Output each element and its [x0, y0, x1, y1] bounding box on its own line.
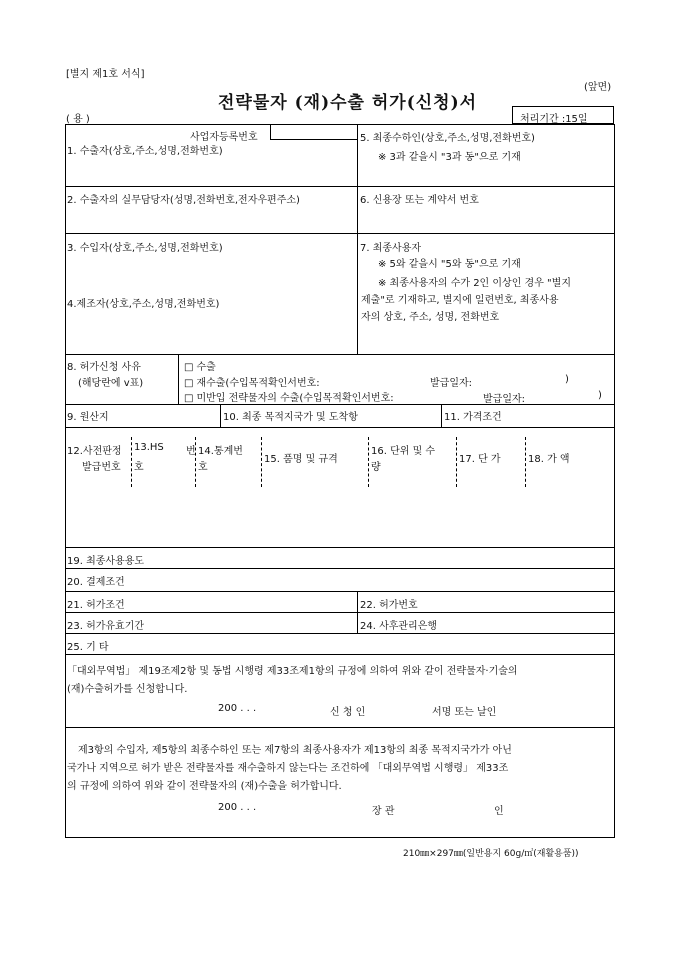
- column-divider: [357, 124, 358, 354]
- form-frame: [65, 124, 615, 838]
- field-24-bank: 24. 사후관리은행: [360, 621, 438, 632]
- divider: [65, 186, 615, 187]
- divider: [65, 233, 615, 234]
- field-9-origin: 9. 원산지: [67, 412, 109, 423]
- page-title: 전략물자 (재)수출 허가(신청)서: [218, 93, 478, 113]
- field-7-note: ※ 최종사용자의 수가 2인 이상인 경우 "별지: [378, 278, 571, 289]
- divider: [65, 427, 615, 428]
- divider: [65, 404, 615, 405]
- permit-text: 국가나 지역으로 허가 받은 전략물자를 재수출하지 않는다는 조건하에 「대외무역법 시행령」 제33조: [67, 763, 509, 774]
- field-17-unit-price: 17. 단 가: [459, 454, 501, 465]
- field-8-reason-hint: (해당란에 v표): [78, 378, 144, 389]
- paper-spec: 210㎜×297㎜(일반용지 60g/㎡(재활용품)): [403, 849, 579, 859]
- field-7-note: ※ 5와 같을시 "5와 동"으로 기재: [378, 259, 521, 270]
- page-side-label: (앞면): [584, 82, 612, 93]
- column-divider: [220, 404, 221, 427]
- authority-label: 장 관: [372, 806, 395, 817]
- column-divider: [131, 437, 132, 487]
- divider: [65, 547, 615, 548]
- divider: [65, 654, 615, 655]
- form-number: [별지 제1호 서식]: [66, 69, 145, 80]
- field-7-end-user: 7. 최종사용자: [360, 243, 422, 254]
- signature-label: 서명 또는 날인: [432, 707, 497, 718]
- field-12-prejudgment: 발급번호: [82, 462, 121, 473]
- field-23-validity: 23. 허가유효기간: [67, 621, 145, 632]
- column-divider: [456, 437, 457, 487]
- field-12-prejudgment: 12.사전판정: [67, 446, 122, 457]
- field-7-note: 제출"로 기재하고, 별지에 일련번호, 최종사용: [361, 295, 559, 306]
- field-25-other: 25. 기 타: [67, 642, 109, 653]
- permit-date: 200 . . .: [218, 802, 257, 813]
- column-divider: [261, 437, 262, 487]
- checkbox-export[interactable]: □ 수출: [184, 358, 216, 373]
- column-divider: [178, 354, 179, 404]
- unimported-close: ): [598, 390, 602, 401]
- column-divider: [441, 404, 442, 427]
- field-19-end-use: 19. 최종사용용도: [67, 556, 145, 567]
- field-15-item: 15. 품명 및 규격: [264, 454, 338, 465]
- column-divider: [357, 591, 358, 633]
- field-5-consignee: 5. 최종수하인(상호,주소,성명,전화번호): [360, 133, 535, 144]
- field-14-stat-code: 호: [198, 462, 208, 473]
- column-divider: [270, 124, 271, 139]
- reexport-issue-date: 발급일자:: [430, 378, 473, 389]
- field-11-price-terms: 11. 가격조건: [444, 412, 502, 423]
- purpose-field: ( 용 ): [66, 114, 90, 125]
- field-4-manufacturer: 4.제조자(상호,주소,성명,전화번호): [67, 299, 220, 310]
- application-text: 「대외무역법」 제19조제2항 및 동법 시행령 제33조제1항의 규정에 의하여 위와 같이 전략물자·기술의: [67, 666, 518, 677]
- divider: [65, 727, 615, 728]
- field-1-exporter: 1. 수출자(상호,주소,성명,전화번호): [67, 146, 223, 157]
- divider: [65, 591, 615, 592]
- field-14-stat-code: 14.통계번: [198, 446, 243, 457]
- field-16-unit-qty: 량: [371, 462, 381, 473]
- application-date: 200 . . .: [218, 703, 257, 714]
- processing-period: 처리기간 :15일: [520, 114, 588, 125]
- field-22-permit-no: 22. 허가번호: [360, 600, 418, 611]
- field-7-note: 자의 상호, 주소, 성명, 전화번호: [361, 312, 500, 323]
- unimported-issue-date: 발급일자:: [483, 394, 526, 405]
- divider: [65, 612, 615, 613]
- field-21-conditions: 21. 허가조건: [67, 600, 125, 611]
- field-13-hs: 13.HS: [134, 442, 164, 453]
- divider: [65, 568, 615, 569]
- column-divider: [368, 437, 369, 487]
- checkbox-unimported-export[interactable]: □ 미반입 전략물자의 수출(수입목적확인서번호:: [184, 389, 394, 404]
- field-2-exporter-contact: 2. 수출자의 실무담당자(성명,전화번호,전자우편주소): [67, 195, 300, 206]
- field-8-reason: 8. 허가신청 사유: [67, 362, 141, 373]
- column-divider: [525, 437, 526, 487]
- field-6-contract: 6. 신용장 또는 계약서 번호: [360, 195, 479, 206]
- checkbox-reexport[interactable]: □ 재수출(수입목적확인서번호:: [184, 374, 320, 389]
- field-13-hs: 번: [186, 446, 196, 457]
- permit-text: 제3항의 수입자, 제5항의 최종수하인 또는 제7항의 최종사용자가 제13항의 최종 목적지국가가 아닌: [78, 745, 512, 756]
- field-20-payment: 20. 결제조건: [67, 577, 125, 588]
- field-5-note: ※ 3과 같을시 "3과 동"으로 기재: [378, 152, 521, 163]
- field-16-unit-qty: 16. 단위 및 수: [371, 446, 436, 457]
- field-18-amount: 18. 가 액: [528, 454, 570, 465]
- field-3-importer: 3. 수입자(상호,주소,성명,전화번호): [67, 243, 223, 254]
- applicant-label: 신 청 인: [330, 707, 366, 718]
- permit-text: 의 규정에 의하여 위와 같이 전략물자의 (재)수출을 허가합니다.: [67, 781, 342, 792]
- seal-label: 인: [494, 806, 504, 817]
- reexport-close: ): [565, 374, 569, 385]
- field-13-hs: 호: [134, 462, 144, 473]
- divider: [65, 354, 615, 355]
- application-text: (재)수출허가를 신청합니다.: [67, 684, 188, 695]
- business-reg-label: 사업자등록번호: [190, 132, 258, 143]
- field-10-destination: 10. 최종 목적지국가 및 도착항: [223, 412, 358, 423]
- divider: [270, 139, 357, 140]
- divider: [65, 633, 615, 634]
